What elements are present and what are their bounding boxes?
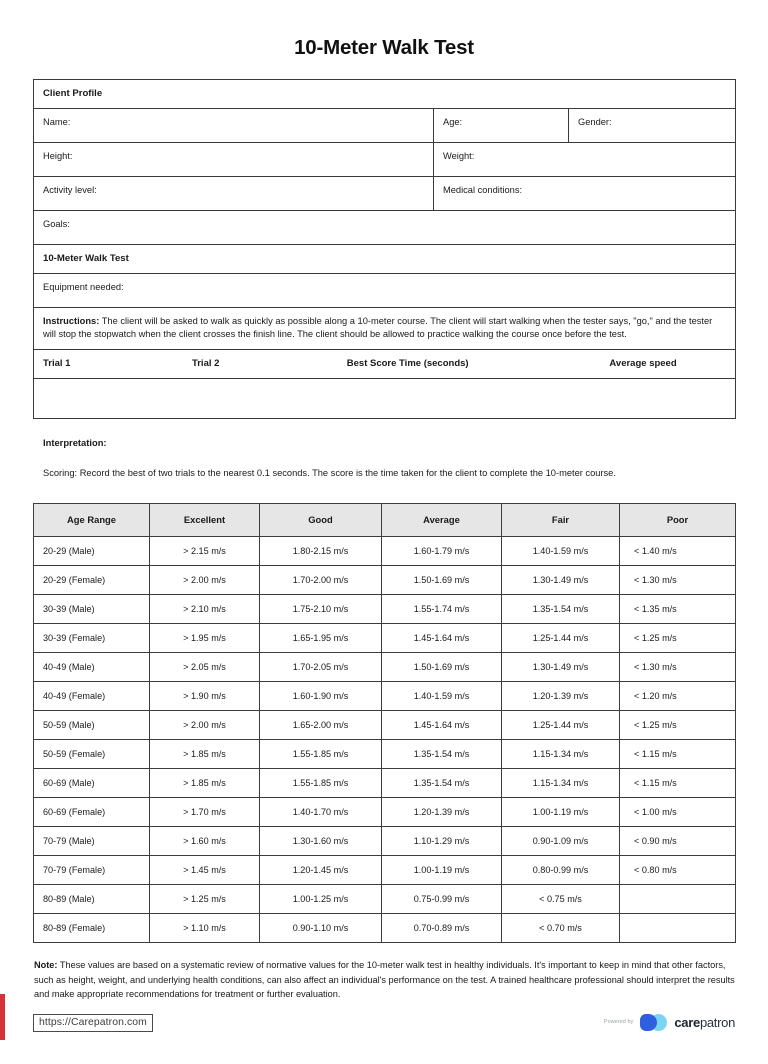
cell-fair: 0.90-1.09 m/s <box>502 826 620 855</box>
equipment-needed-field[interactable]: Equipment needed: <box>34 273 736 307</box>
cell-poor: < 1.30 m/s <box>620 652 736 681</box>
cell-average: 0.70-0.89 m/s <box>382 913 502 942</box>
table-row <box>34 176 736 210</box>
cell-average: 1.00-1.19 m/s <box>382 855 502 884</box>
note-label: Note: <box>34 959 58 970</box>
cell-poor: < 1.25 m/s <box>620 710 736 739</box>
cell-age-range: 30-39 (Male) <box>34 594 150 623</box>
cell-age-range: 20-29 (Female) <box>34 565 150 594</box>
norms-table <box>33 503 736 943</box>
carepatron-logo-icon <box>640 1014 667 1031</box>
cell-good: 0.90-1.10 m/s <box>260 913 382 942</box>
cell-poor: < 0.80 m/s <box>620 855 736 884</box>
cell-fair: < 0.70 m/s <box>502 913 620 942</box>
cell-average: 1.45-1.64 m/s <box>382 623 502 652</box>
table-row <box>34 623 736 652</box>
cell-poor: < 1.25 m/s <box>620 623 736 652</box>
column-header-average: Average <box>382 503 502 536</box>
cell-age-range: 50-59 (Female) <box>34 739 150 768</box>
note-text: These values are based on a systematic review of normative values for the 10-meter walk test in healthy individuals. It's important to keep in mind that other factors, such as height, weight, and underlying health conditions, can also affect an individual's performance on the test. A trained healthcare professional should interpret the results and make appropriate recommendations for treatment or further evaluation. <box>34 959 735 1000</box>
table-row <box>34 273 736 307</box>
table-row <box>34 826 736 855</box>
table-row <box>34 739 736 768</box>
cell-fair: < 0.75 m/s <box>502 884 620 913</box>
column-header-age-range: Age Range <box>34 503 150 536</box>
table-row <box>34 142 736 176</box>
column-header-poor: Poor <box>620 503 736 536</box>
cell-excellent: > 1.95 m/s <box>150 623 260 652</box>
cell-excellent: > 1.90 m/s <box>150 681 260 710</box>
trial-entry-row[interactable] <box>34 378 736 418</box>
cell-fair: 1.30-1.49 m/s <box>502 652 620 681</box>
cell-excellent: > 1.60 m/s <box>150 826 260 855</box>
cell-excellent: > 2.00 m/s <box>150 710 260 739</box>
cell-average: 1.35-1.54 m/s <box>382 739 502 768</box>
table-row <box>34 244 736 273</box>
table-row <box>34 594 736 623</box>
cell-excellent: > 1.10 m/s <box>150 913 260 942</box>
cell-poor: < 0.90 m/s <box>620 826 736 855</box>
cell-good: 1.00-1.25 m/s <box>260 884 382 913</box>
table-row <box>34 307 736 349</box>
table-row <box>34 681 736 710</box>
cell-excellent: > 1.70 m/s <box>150 797 260 826</box>
table-row <box>34 80 736 109</box>
powered-by-label: Powered by <box>603 1019 634 1025</box>
cell-fair: 1.00-1.19 m/s <box>502 797 620 826</box>
cell-age-range: 70-79 (Male) <box>34 826 150 855</box>
walk-test-section-header: 10-Meter Walk Test <box>34 244 736 273</box>
height-field[interactable]: Height: <box>34 142 434 176</box>
cell-fair: 1.25-1.44 m/s <box>502 623 620 652</box>
cell-age-range: 80-89 (Male) <box>34 884 150 913</box>
cell-excellent: > 1.25 m/s <box>150 884 260 913</box>
cell-age-range: 60-69 (Male) <box>34 768 150 797</box>
column-header-fair: Fair <box>502 503 620 536</box>
cell-good: 1.40-1.70 m/s <box>260 797 382 826</box>
cell-age-range: 30-39 (Female) <box>34 623 150 652</box>
client-profile-section-header: Client Profile <box>34 80 736 109</box>
cell-excellent: > 1.85 m/s <box>150 768 260 797</box>
carepatron-branding <box>604 1014 735 1031</box>
cell-good: 1.60-1.90 m/s <box>260 681 382 710</box>
instructions-text: The client will be asked to walk as quickly as possible along a 10-meter course. The client will start walking when the tester says, "go," and the tester will stop the stopwatch when the client crosses the finish line. The client should be allowed to practice walking the course once before the test. <box>43 315 713 340</box>
gender-field[interactable]: Gender: <box>569 108 736 142</box>
cell-excellent: > 2.00 m/s <box>150 565 260 594</box>
cell-fair: 1.20-1.39 m/s <box>502 681 620 710</box>
table-row <box>34 652 736 681</box>
cell-average: 1.40-1.59 m/s <box>382 681 502 710</box>
cell-excellent: > 1.85 m/s <box>150 739 260 768</box>
cell-good: 1.65-1.95 m/s <box>260 623 382 652</box>
cell-fair: 1.40-1.59 m/s <box>502 536 620 565</box>
cell-average: 1.50-1.69 m/s <box>382 652 502 681</box>
cell-fair: 1.25-1.44 m/s <box>502 710 620 739</box>
cell-age-range: 70-79 (Female) <box>34 855 150 884</box>
table-row <box>34 855 736 884</box>
cell-fair: 1.30-1.49 m/s <box>502 565 620 594</box>
trial-2-header: Trial 2 <box>191 357 220 369</box>
interpretation-scoring-text: Scoring: Record the best of two trials to the nearest 0.1 seconds. The score is the time taken for the client to complete the 10-meter course. <box>43 467 616 478</box>
weight-field[interactable]: Weight: <box>434 142 736 176</box>
cell-poor: < 1.30 m/s <box>620 565 736 594</box>
cell-good: 1.55-1.85 m/s <box>260 768 382 797</box>
cell-fair: 1.15-1.34 m/s <box>502 739 620 768</box>
cell-average: 1.35-1.54 m/s <box>382 768 502 797</box>
table-row <box>34 913 736 942</box>
cell-good: 1.65-2.00 m/s <box>260 710 382 739</box>
cell-good: 1.70-2.00 m/s <box>260 565 382 594</box>
table-row <box>34 884 736 913</box>
average-speed-header: Average speed <box>609 357 677 369</box>
cell-age-range: 40-49 (Female) <box>34 681 150 710</box>
cell-age-range: 40-49 (Male) <box>34 652 150 681</box>
medical-conditions-field[interactable]: Medical conditions: <box>434 176 736 210</box>
cell-fair: 1.35-1.54 m/s <box>502 594 620 623</box>
column-header-excellent: Excellent <box>150 503 260 536</box>
cell-good: 1.75-2.10 m/s <box>260 594 382 623</box>
table-row <box>34 536 736 565</box>
cell-excellent: > 2.05 m/s <box>150 652 260 681</box>
cell-average: 1.60-1.79 m/s <box>382 536 502 565</box>
cell-good: 1.20-1.45 m/s <box>260 855 382 884</box>
cell-good: 1.30-1.60 m/s <box>260 826 382 855</box>
cell-poor: < 1.15 m/s <box>620 739 736 768</box>
norms-header-row <box>34 503 736 536</box>
cell-average: 1.20-1.39 m/s <box>382 797 502 826</box>
table-row <box>34 797 736 826</box>
cell-poor <box>620 884 736 913</box>
table-row <box>34 378 736 418</box>
instructions-cell <box>34 307 736 349</box>
name-field[interactable]: Name: <box>34 108 434 142</box>
cell-good: 1.80-2.15 m/s <box>260 536 382 565</box>
instructions-label: Instructions: <box>43 315 100 326</box>
cell-average: 1.45-1.64 m/s <box>382 710 502 739</box>
table-row <box>34 108 736 142</box>
cell-poor <box>620 913 736 942</box>
carepatron-url-link[interactable]: https://Carepatron.com <box>33 1014 153 1032</box>
carepatron-wordmark <box>674 1015 735 1031</box>
cell-average: 0.75-0.99 m/s <box>382 884 502 913</box>
walk-test-table <box>33 244 736 419</box>
cell-average: 1.55-1.74 m/s <box>382 594 502 623</box>
interpretation-title: Interpretation: <box>43 436 107 448</box>
cell-age-range: 50-59 (Male) <box>34 710 150 739</box>
interpretation-section <box>33 435 735 481</box>
cell-fair: 1.15-1.34 m/s <box>502 768 620 797</box>
cell-excellent: > 2.10 m/s <box>150 594 260 623</box>
table-row <box>34 349 736 378</box>
cell-age-range: 80-89 (Female) <box>34 913 150 942</box>
table-row <box>34 710 736 739</box>
client-profile-table <box>33 79 736 245</box>
norms-table-body <box>34 536 736 942</box>
trial-header-row <box>34 349 736 378</box>
page-edge-marker <box>0 994 5 1040</box>
cell-fair: 0.80-0.99 m/s <box>502 855 620 884</box>
trial-1-header: Trial 1 <box>43 357 71 369</box>
cell-average: 1.10-1.29 m/s <box>382 826 502 855</box>
brand-patron-text: patron <box>699 1014 735 1030</box>
cell-poor: < 1.15 m/s <box>620 768 736 797</box>
cell-excellent: > 1.45 m/s <box>150 855 260 884</box>
note-section <box>33 958 736 1002</box>
page-footer <box>33 1006 735 1032</box>
table-row <box>34 768 736 797</box>
age-field[interactable]: Age: <box>434 108 569 142</box>
cell-age-range: 60-69 (Female) <box>34 797 150 826</box>
brand-care-text: care <box>674 1014 700 1030</box>
cell-good: 1.70-2.05 m/s <box>260 652 382 681</box>
table-row <box>34 210 736 244</box>
cell-age-range: 20-29 (Male) <box>34 536 150 565</box>
cell-average: 1.50-1.69 m/s <box>382 565 502 594</box>
table-row <box>34 565 736 594</box>
cell-excellent: > 2.15 m/s <box>150 536 260 565</box>
goals-field[interactable]: Goals: <box>34 210 736 244</box>
cell-poor: < 1.00 m/s <box>620 797 736 826</box>
best-score-header: Best Score Time (seconds) <box>346 357 469 369</box>
column-header-good: Good <box>260 503 382 536</box>
cell-poor: < 1.40 m/s <box>620 536 736 565</box>
cell-poor: < 1.35 m/s <box>620 594 736 623</box>
page-title: 10-Meter Walk Test <box>294 36 474 59</box>
cell-poor: < 1.20 m/s <box>620 681 736 710</box>
activity-level-field[interactable]: Activity level: <box>34 176 434 210</box>
cell-good: 1.55-1.85 m/s <box>260 739 382 768</box>
